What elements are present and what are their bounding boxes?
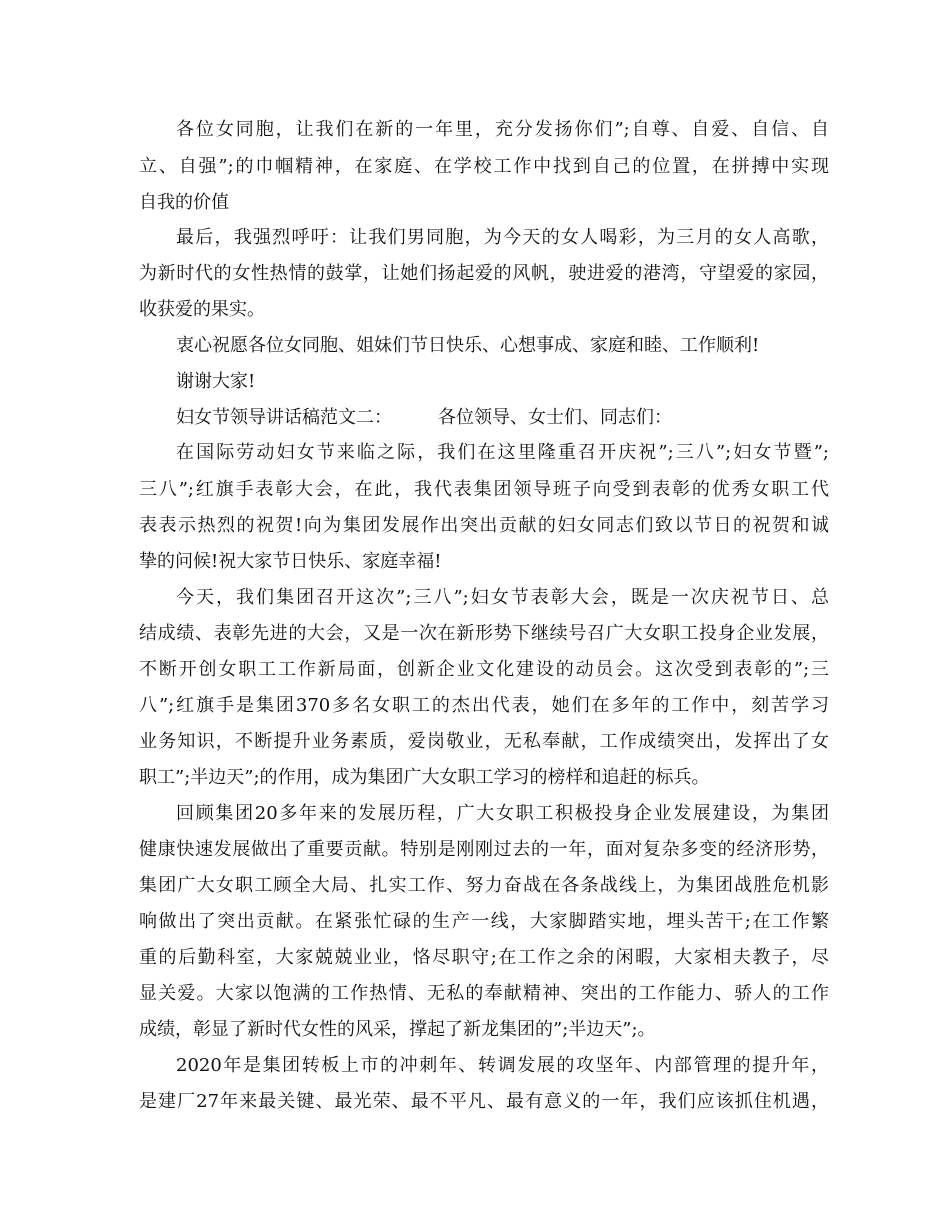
text-line: 不断开创女职工工作新局面，创新企业文化建设的动员会。这次受到表彰的”;三: [139, 659, 829, 680]
text-line: 2020年是集团转板上市的冲刺年、转调发展的攻坚年、内部管理的提升年，: [176, 1055, 829, 1076]
text-line: 成绩，彰显了新时代女性的风采，撑起了新龙集团的”;半边天”;。: [139, 1019, 656, 1040]
text-line: 收获爱的果实。: [139, 299, 265, 320]
text-line: 健康快速发展做出了重要贡献。特别是刚刚过去的一年，面对复杂多变的经济形势，: [139, 839, 829, 860]
text-line: 回顾集团20多年来的发展历程，广大女职工积极投身企业发展建设，为集团: [176, 803, 829, 824]
text-line: 三八”;红旗手表彰大会，在此，我代表集团领导班子向受到表彰的优秀女职工代: [139, 479, 829, 500]
text-line: 职工”;半边天”;的作用，成为集团广大女职工学习的榜样和追赶的标兵。: [139, 767, 710, 788]
text-line: 自我的价值: [139, 192, 229, 213]
text-line: 结成绩、表彰先进的大会，又是一次在新形势下继续号召广大女职工投身企业发展，: [139, 623, 829, 644]
text-line: 表表示热烈的祝贺!向为集团发展作出突出贡献的妇女同志们致以节日的祝贺和诚: [139, 515, 829, 536]
text-line: 集团广大女职工顾全大局、扎实工作、努力奋战在各条战线上，为集团战胜危机影: [139, 875, 829, 896]
text-line: 衷心祝愿各位女同胞、姐妹们节日快乐、心想事成、家庭和睦、工作顺利!: [176, 335, 760, 356]
text-line: 谢谢大家!: [176, 371, 256, 392]
text-line: 各位女同胞，让我们在新的一年里，充分发扬你们”;自尊、自爱、自信、自: [176, 119, 829, 140]
text-line: 最后，我强烈呼吁：让我们男同胞，为今天的女人喝彩，为三月的女人高歌，: [176, 227, 829, 248]
text-line: 挚的问候!祝大家节日快乐、家庭幸福!: [139, 551, 442, 572]
salutation: 各位领导、女士们、同志们：: [438, 407, 672, 428]
text-line: 为新时代的女性热情的鼓掌，让她们扬起爱的风帆，驶进爱的港湾，守望爱的家园，: [139, 263, 829, 284]
text-line: 在国际劳动妇女节来临之际，我们在这里隆重召开庆祝”;三八”;妇女节暨”;: [176, 442, 829, 463]
text-line: 今天，我们集团召开这次”;三八”;妇女节表彰大会，既是一次庆祝节日、总: [176, 587, 829, 608]
text-line: 重的后勤科室，大家兢兢业业，恪尽职守;在工作之余的闲暇，大家相夫教子，尽: [139, 947, 829, 968]
text-line: 八”;红旗手是集团370多名女职工的杰出代表，她们在多年的工作中，刻苦学习: [139, 695, 829, 716]
heading-line: [176, 402, 829, 434]
section-heading: 妇女节领导讲话稿范文二：: [176, 407, 392, 428]
text-line: 业务知识，不断提升业务素质，爱岗敬业，无私奉献，工作成绩突出，发挥出了女: [139, 731, 829, 752]
text-line: 显关爱。大家以饱满的工作热情、无私的奉献精神、突出的工作能力、骄人的工作: [139, 983, 829, 1004]
text-line: 响做出了突出贡献。在紧张忙碌的生产一线，大家脚踏实地，埋头苦干;在工作繁: [139, 911, 829, 932]
text-line: 是建厂27年来最关键、最光荣、最不平凡、最有意义的一年，我们应该抓住机遇，: [139, 1091, 829, 1112]
text-line: 立、自强”;的巾帼精神，在家庭、在学校工作中找到自己的位置，在拼搏中实现: [139, 156, 829, 177]
